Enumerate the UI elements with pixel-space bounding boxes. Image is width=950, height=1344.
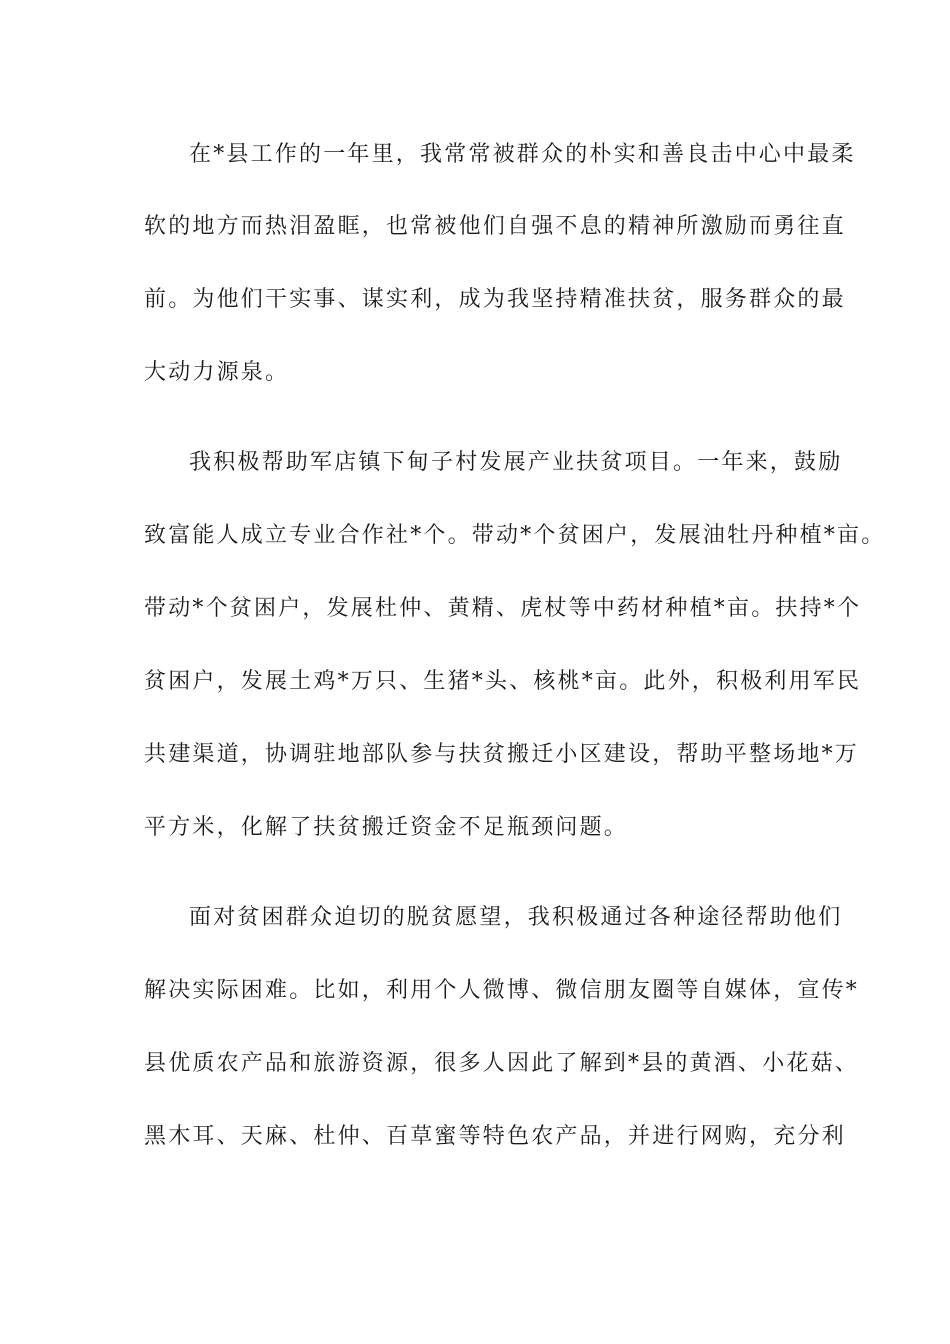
text-line: 县优质农产品和旅游资源，很多人因此了解到*县的黄酒、小花菇、 <box>144 1051 860 1076</box>
text-line: 我积极帮助军店镇下甸子村发展产业扶贫项目。一年来，鼓励 <box>189 450 843 475</box>
text-line: 大动力源泉。 <box>144 360 290 385</box>
text-line: 贫困户，发展土鸡*万只、生猪*头、核桃*亩。此外，积极利用军民 <box>144 669 862 694</box>
text-line: 在*县工作的一年里，我常常被群众的朴实和善良击中心中最柔 <box>189 142 856 167</box>
text-line: 共建渠道，协调驻地部队参与扶贫搬迁小区建设，帮助平整场地*万 <box>144 742 860 767</box>
text-line: 黑木耳、天麻、杜仲、百草蜜等特色农产品，并进行网购，充分利 <box>144 1124 846 1149</box>
text-line: 面对贫困群众迫切的脱贫愿望，我积极通过各种途径帮助他们 <box>189 905 843 930</box>
text-line: 前。为他们干实事、谋实利，成为我坚持精准扶贫，服务群众的最 <box>144 287 846 312</box>
text-line: 软的地方而热泪盈眶，也常被他们自强不息的精神所激励而勇往直 <box>144 214 846 239</box>
text-line: 致富能人成立专业合作社*个。带动*个贫困户，发展油牡丹种植*亩。 <box>144 523 886 548</box>
text-line: 平方米，化解了扶贫搬迁资金不足瓶颈问题。 <box>144 815 629 840</box>
text-line: 带动*个贫困户，发展杜仲、黄精、虎杖等中药材种植*亩。扶持*个 <box>144 596 862 621</box>
text-line: 解决实际困难。比如，利用个人微博、微信朋友圈等自媒体，宣传* <box>144 978 860 1003</box>
